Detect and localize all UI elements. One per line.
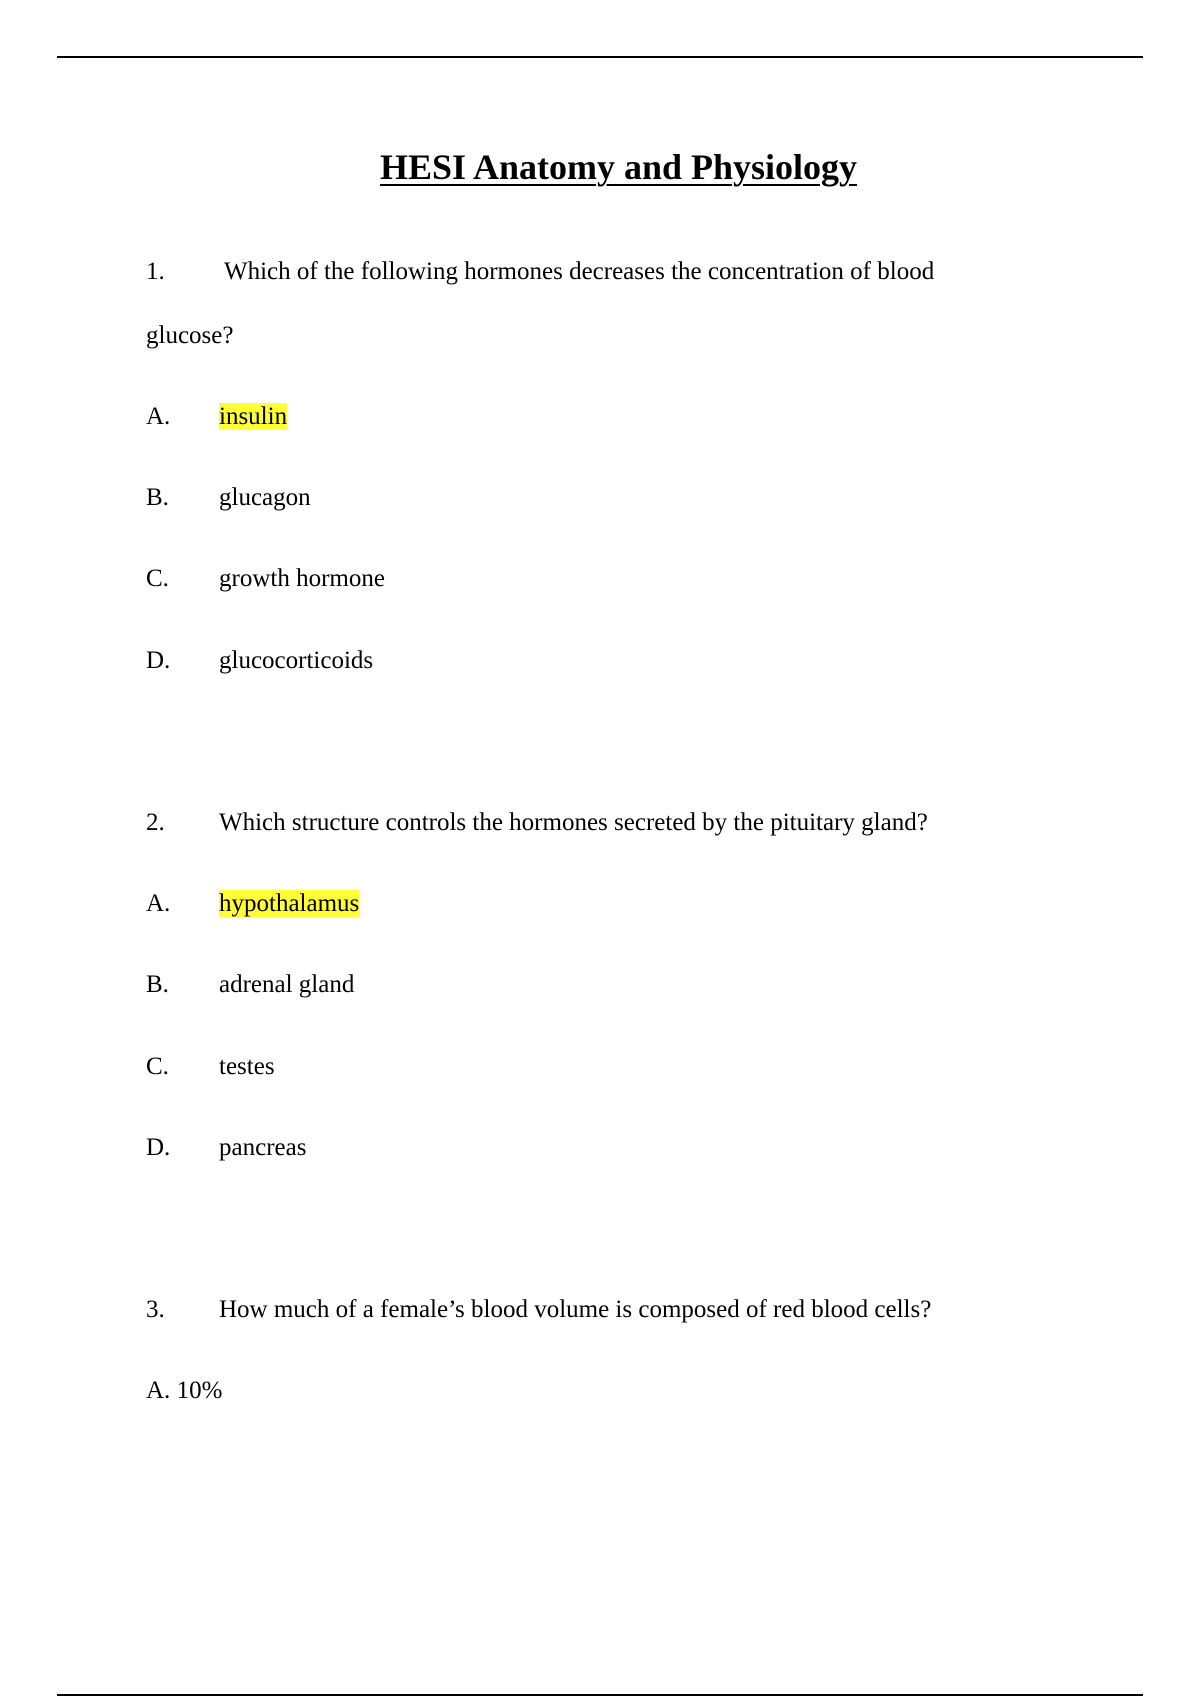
- option-text: pancreas: [219, 1134, 307, 1161]
- question-1-option-a: [146, 399, 287, 435]
- question-2-option-d: [146, 1130, 306, 1166]
- option-letter: C.: [146, 565, 169, 592]
- option-letter: A.: [146, 890, 171, 917]
- option-text-highlighted: insulin: [219, 403, 288, 430]
- question-2: [146, 805, 928, 841]
- option-text: testes: [219, 1053, 275, 1080]
- option-letter: D.: [146, 1134, 171, 1161]
- question-1-continued: [146, 318, 233, 354]
- option-letter: A.: [146, 1377, 171, 1404]
- question-3-option-a: [146, 1373, 222, 1409]
- option-letter: B.: [146, 971, 169, 998]
- question-1: [146, 254, 934, 290]
- question-3: [146, 1292, 931, 1328]
- option-letter: B.: [146, 484, 169, 511]
- option-letter: D.: [146, 647, 171, 674]
- question-2-option-c: [146, 1049, 275, 1085]
- question-1-option-d: [146, 643, 373, 679]
- option-text: glucagon: [219, 484, 311, 511]
- question-number: 1.: [146, 258, 165, 285]
- question-text: Which of the following hormones decreases the concentration of blood: [224, 258, 935, 285]
- question-1-option-b: [146, 480, 311, 516]
- option-text: glucocorticoids: [219, 647, 374, 674]
- question-2-option-a: [146, 886, 359, 922]
- option-text: adrenal gland: [219, 971, 355, 998]
- option-text: 10%: [176, 1377, 223, 1404]
- option-letter: A.: [146, 403, 171, 430]
- question-number: 3.: [146, 1296, 165, 1323]
- option-letter: C.: [146, 1053, 169, 1080]
- footer-rule: [57, 1694, 1143, 1696]
- document-title: HESI Anatomy and Physiology: [379, 147, 858, 187]
- header-rule: [57, 56, 1143, 58]
- question-text: Which structure controls the hormones secreted by the pituitary gland?: [219, 809, 928, 836]
- question-1-option-c: [146, 561, 385, 597]
- question-text: How much of a female’s blood volume is composed of red blood cells?: [219, 1296, 932, 1323]
- option-text: growth hormone: [219, 565, 385, 592]
- option-text-highlighted: hypothalamus: [219, 890, 360, 917]
- question-2-option-b: [146, 967, 354, 1003]
- question-text-continued: glucose?: [146, 322, 234, 349]
- question-number: 2.: [146, 809, 165, 836]
